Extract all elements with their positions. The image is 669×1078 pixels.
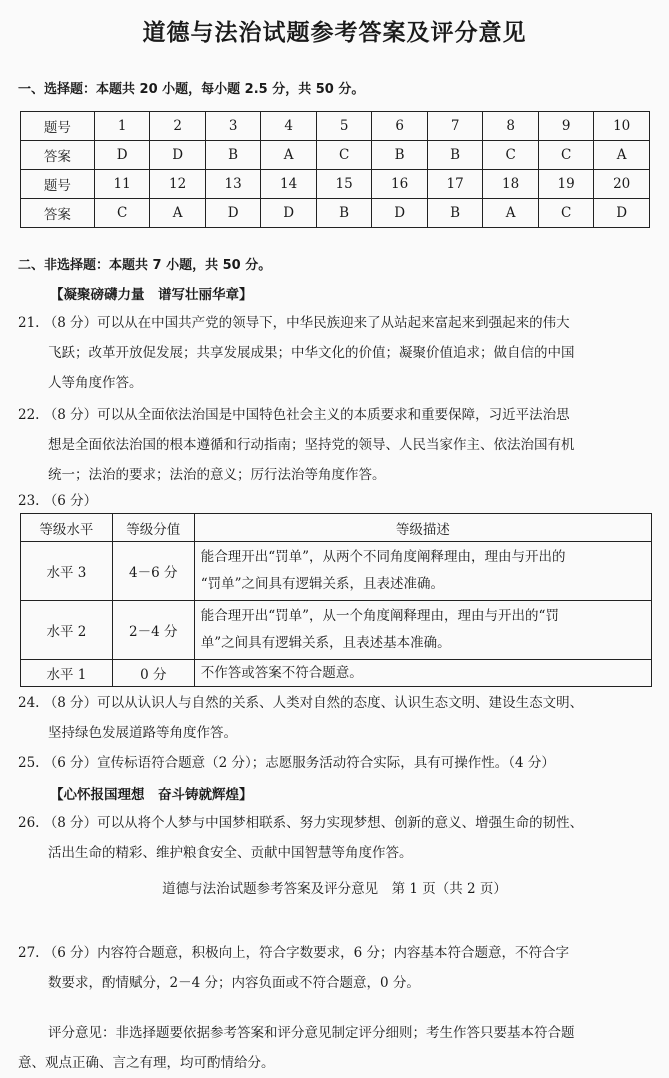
answer-table-row <box>21 141 650 170</box>
answer-cell: B <box>205 141 261 170</box>
answer-cell: B <box>427 141 483 170</box>
section1-heading: 一、选择题：本题共 20 小题，每小题 2.5 分，共 50 分。 <box>18 82 365 97</box>
q23-label: 23. （6 分） <box>18 493 98 509</box>
answer-cell: 11 <box>94 170 150 199</box>
answer-cell: B <box>372 141 428 170</box>
answer-cell: 13 <box>205 170 261 199</box>
page-title: 道德与法治试题参考答案及评分意见 <box>142 20 527 46</box>
answer-cell: A <box>150 199 206 228</box>
score-cell: 0 分 <box>112 660 194 687</box>
desc-line: 能合理开出“罚单”，从一个角度阐释理由，理由与开出的“罚 <box>200 608 559 624</box>
answer-cell: 5 <box>316 112 372 141</box>
scoring-note <box>18 1018 658 1078</box>
answer-cell: 16 <box>372 170 428 199</box>
answer-cell: 14 <box>261 170 317 199</box>
level-cell: 水平 1 <box>21 660 113 687</box>
answer-table-row <box>21 170 650 199</box>
q22-line1: 22. （8 分）可以从全面依法治国是中国特色社会主义的本质要求和重要保障，习近平法治思 <box>18 407 570 423</box>
answer-cell: 12 <box>150 170 206 199</box>
q22-line2: 想是全面依法治国的根本遵循和行动指南；坚持党的领导、人民当家作主、依法治国有机 <box>48 437 575 453</box>
header-desc: 等级描述 <box>194 514 651 542</box>
header-score: 等级分值 <box>112 514 194 542</box>
grading-row <box>21 542 652 601</box>
answer-cell: 19 <box>538 170 594 199</box>
theme-heading-2: 【心怀报国理想 奋斗铸就辉煌】 <box>50 787 253 803</box>
section2-heading: 二、非选择题：本题共 7 小题，共 50 分。 <box>18 258 272 273</box>
answer-cell: D <box>94 141 150 170</box>
desc-cell: 不作答或答案不符合题意。 <box>194 660 651 687</box>
note-line1: 评分意见：非选择题要依据参考答案和评分意见制定评分细则；考生作答只要基本符合题 <box>48 1025 575 1041</box>
desc-line: 能合理开出“罚单”，从两个不同角度阐释理由，理由与开出的 <box>200 549 566 565</box>
page-footer: 道德与法治试题参考答案及评分意见 第 1 页（共 2 页） <box>162 881 507 897</box>
answer-cell: 7 <box>427 112 483 141</box>
answer-cell: C <box>538 199 594 228</box>
answer-cell: 17 <box>427 170 483 199</box>
question-27 <box>18 938 658 998</box>
answer-cell: 20 <box>594 170 650 199</box>
q21-line3: 人等角度作答。 <box>48 375 143 391</box>
q22-line3: 统一；法治的要求；法治的意义；厉行法治等角度作答。 <box>48 467 386 483</box>
answer-cell: 3 <box>205 112 261 141</box>
q24-line1: 24. （8 分）可以从认识人与自然的关系、人类对自然的态度、认识生态文明、建设生态文明、 <box>18 695 584 711</box>
answer-table <box>20 111 650 228</box>
grading-header-row <box>21 514 652 542</box>
header-level: 等级水平 <box>21 514 113 542</box>
answer-cell: 6 <box>372 112 428 141</box>
answer-cell: D <box>594 199 650 228</box>
grading-row <box>21 660 652 687</box>
answer-cell: C <box>483 141 539 170</box>
answer-cell: D <box>372 199 428 228</box>
desc-line: “罚单”之间具有逻辑关系，且表述准确。 <box>200 576 445 592</box>
q27-line1: 27. （6 分）内容符合题意，积极向上，符合字数要求，6 分；内容基本符合题意，不符合字 <box>18 945 570 961</box>
answer-cell: C <box>316 141 372 170</box>
answer-cell: D <box>205 199 261 228</box>
q26-line1: 26. （8 分）可以从将个人梦与中国梦相联系、努力实现梦想、创新的意义、增强生命的韧性、 <box>18 815 584 831</box>
question-21 <box>18 308 658 398</box>
q21-line2: 飞跃；改革开放促发展；共享发展成果；中华文化的价值；凝聚价值追求；做自信的中国 <box>48 345 575 361</box>
row-header-cell: 题号 <box>21 112 95 141</box>
q24-line2: 坚持绿色发展道路等角度作答。 <box>48 725 237 741</box>
answer-cell: 10 <box>594 112 650 141</box>
score-cell: 4－6 分 <box>112 542 194 601</box>
theme-heading-1: 【凝聚磅礴力量 谱写壮丽华章】 <box>50 287 253 303</box>
desc-cell <box>194 601 651 660</box>
desc-line: 单”之间具有逻辑关系，且表述基本准确。 <box>200 635 451 651</box>
question-22 <box>18 400 658 490</box>
q21-line1: 21. （8 分）可以从在中国共产党的领导下，中华民族迎来了从站起来富起来到强起来的伟大 <box>18 315 570 331</box>
q27-line2: 数要求，酌情赋分，2－4 分；内容负面或不符合题意，0 分。 <box>48 975 420 991</box>
row-header-cell: 答案 <box>21 199 95 228</box>
note-line2: 意、观点正确、言之有理，均可酌情给分。 <box>18 1055 275 1071</box>
question-26 <box>18 808 658 868</box>
answer-cell: B <box>427 199 483 228</box>
answer-cell: D <box>150 141 206 170</box>
level-cell: 水平 2 <box>21 601 113 660</box>
grading-table <box>20 513 652 687</box>
answer-cell: 18 <box>483 170 539 199</box>
answer-table-row <box>21 112 650 141</box>
question-25: 25. （6 分）宣传标语符合题意（2 分）；志愿服务活动符合实际，具有可操作性。（4 分） <box>18 755 555 771</box>
answer-cell: 15 <box>316 170 372 199</box>
score-cell: 2－4 分 <box>112 601 194 660</box>
answer-table-row <box>21 199 650 228</box>
answer-cell: D <box>261 199 317 228</box>
grading-row <box>21 601 652 660</box>
answer-cell: B <box>316 199 372 228</box>
answer-cell: 8 <box>483 112 539 141</box>
answer-cell: C <box>94 199 150 228</box>
row-header-cell: 答案 <box>21 141 95 170</box>
answer-cell: A <box>594 141 650 170</box>
level-cell: 水平 3 <box>21 542 113 601</box>
answer-cell: 1 <box>94 112 150 141</box>
row-header-cell: 题号 <box>21 170 95 199</box>
desc-cell <box>194 542 651 601</box>
answer-cell: 2 <box>150 112 206 141</box>
answer-cell: A <box>483 199 539 228</box>
answer-cell: 9 <box>538 112 594 141</box>
answer-cell: A <box>261 141 317 170</box>
question-24 <box>18 688 658 748</box>
q26-line2: 活出生命的精彩、维护粮食安全、贡献中国智慧等角度作答。 <box>48 845 413 861</box>
answer-cell: C <box>538 141 594 170</box>
answer-cell: 4 <box>261 112 317 141</box>
